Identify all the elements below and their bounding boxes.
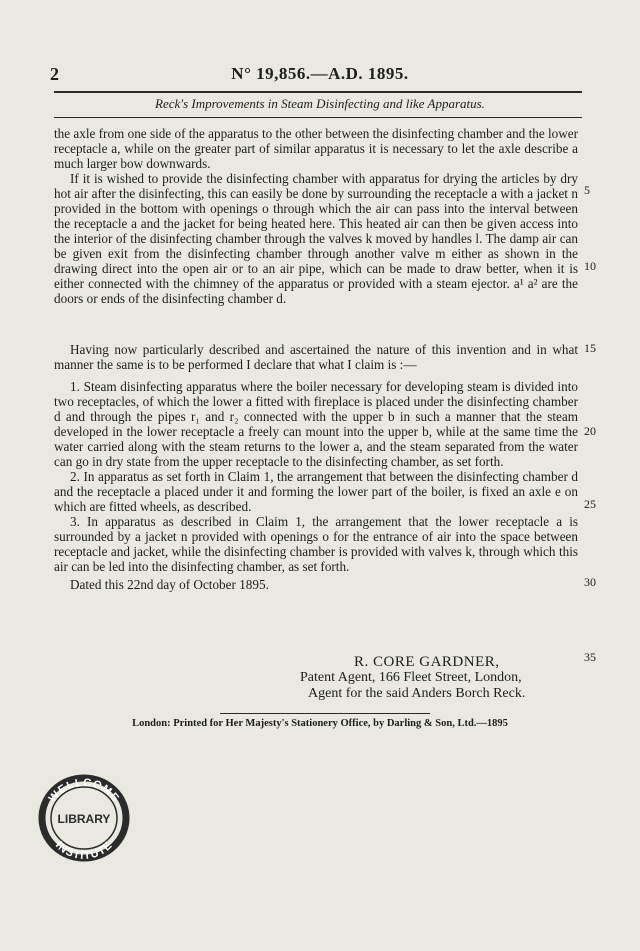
paragraph-drying: If it is wished to provide the disinfecting chamber with apparatus for drying the articles by dry hot air after the disinfecting, this can easily be done by surrounding the receptacle a with a jacket n provided in the bottom with openings o through which the air can pass into the interval between the receptacle a and the jacket for being heated here. This heated air can then be given access into the interior of the disinfecting chamber through the valves k moved by handles l. The damp air can be given exit from the disinfecting chamber through another valve m either as shown in the drawing direct into the open air or to an air pipe, which can be made to draw better, when it is either connected with the chimney of the apparatus or provided with a steam ejector. a¹ a² are the doors or ends of the disinfecting chamber d. [54, 171, 578, 306]
stamp-middle-text: LIBRARY [57, 812, 111, 826]
printer-imprint: London: Printed for Her Majesty's Stationery Office, by Darling & Son, Ltd.—1895 [132, 718, 508, 729]
main-text [54, 126, 578, 306]
margin-number-35: 35 [584, 650, 596, 664]
claim-3: 3. In apparatus as described in Claim 1, the arrangement that the lower receptacle a is surrounded by a jacket n provided with openings o for the entrance of air into the space between receptacle and jacket, while the disinfecting chamber is provided with valves k, through which this air can be led into the disinfecting chamber, as set forth. [54, 514, 578, 574]
page-number: 2 [50, 64, 59, 84]
imprint-rule [220, 713, 430, 714]
margin-number-15: 15 [584, 341, 596, 355]
svg-text:INSTITUTE [53, 839, 115, 862]
margin-number-10: 10 [584, 259, 596, 273]
agent-address: Patent Agent, 166 Fleet Street, London, [300, 670, 522, 685]
margin-number-20: 20 [584, 424, 596, 438]
header-rule-top [54, 91, 582, 93]
running-subtitle: Reck's Improvements in Steam Disinfecting and like Apparatus. [155, 96, 485, 111]
claims-section [54, 342, 578, 592]
stamp-top-text: WELLCOME [46, 776, 122, 805]
page-title: N° 19,856.—A.D. 1895. [231, 64, 409, 83]
claim-1: 1. Steam disinfecting apparatus where the boiler necessary for developing steam is divided into two receptacles, of which the lower a fitted with fireplace is placed under the disinfecting chamber d and through the pipes r₁ and r₂ connected with the upper b in such a manner that the steam developed in the lower receptacle a freely can mount into the upper b, while at the same time the water carried along with the steam returns to the lower a, and the steam separated from the water can go in dry state from the upper receptacle to the disinfecting chamber, as set forth. [54, 379, 578, 469]
stamp-bottom-text: INSTITUTE [52, 839, 116, 863]
library-stamp-icon [36, 773, 132, 863]
margin-number-25: 25 [584, 497, 596, 511]
agent-role: Agent for the said Anders Borch Reck. [308, 686, 526, 701]
signature-block [300, 654, 525, 702]
agent-name: R. CORE GARDNER, [354, 654, 500, 670]
margin-number-30: 30 [584, 575, 596, 589]
paragraph-continuation: the axle from one side of the apparatus to the other between the disinfecting chamber and the lower receptacle a, while on the greater part of similar apparatus it is necessary to let the axle describe a much larger bow downwards. [54, 126, 579, 171]
dated-line: Dated this 22nd day of October 1895. [70, 577, 269, 592]
header-rule-bottom [54, 117, 582, 118]
margin-number-5: 5 [584, 183, 590, 197]
paragraph-declaration: Having now particularly described and ascertained the nature of this invention and in what manner the same is to be performed I declare that what I claim is :— [54, 342, 578, 372]
claim-2: 2. In apparatus as set forth in Claim 1, the arrangement that between the disinfecting chamber d and the receptacle a placed under it and forming the lower part of the boiler, is fixed an axle e on which are fitted wheels, as described. [54, 469, 578, 514]
